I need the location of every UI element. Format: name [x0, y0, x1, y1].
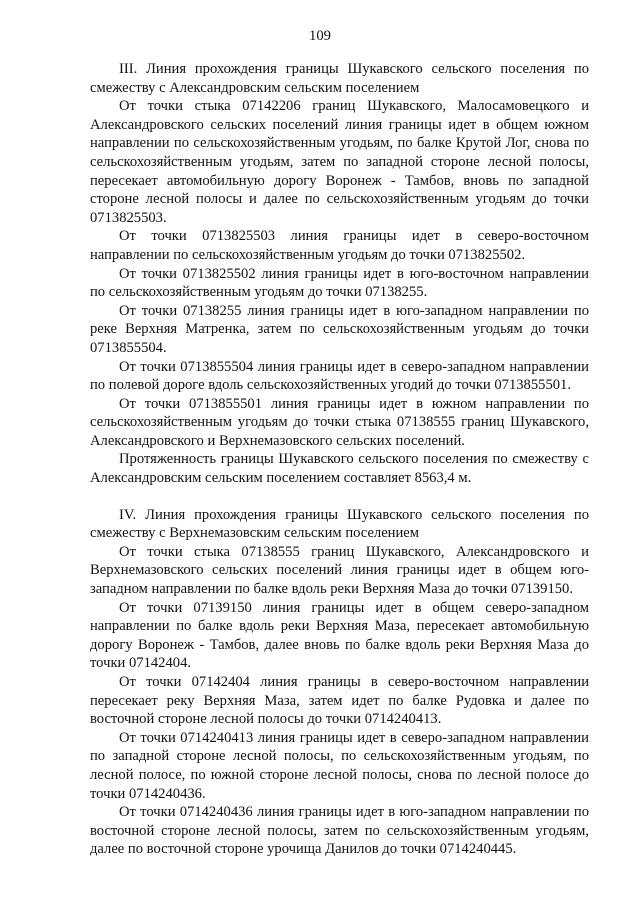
- section-iv: [90, 506, 589, 859]
- section-heading: III. Линия прохождения границы Шукавского сельского поселения по смежеству с Александровским сельским поселением: [90, 61, 589, 96]
- paragraph: От точки стыка 07138555 границ Шукавского, Александровского и Верхнемазовского сельских поселений линия границы идет в общем юго-западном направлении по балке вдоль реки Верхняя Маза до точки 07139150.: [90, 543, 589, 598]
- paragraph: От точки 0713855504 линия границы идет в северо-западном направлении по полевой дороге вдоль сельскохозяйственных угодий до точки 0713855501.: [90, 358, 589, 394]
- section-heading: IV. Линия прохождения границы Шукавского сельского поселения по смежеству с Верхнемазовским сельским поселением: [90, 506, 589, 542]
- paragraph: От точки 07138255 линия границы идет в юго-западном направлении по реке Верхняя Матренка, затем по сельскохозяйственным угодьям до точки 0713855504.: [90, 302, 589, 356]
- paragraph: От точки 0713825502 линия границы идет в юго-восточном направлении по сельскохозяйственным угодьям до точки 07138255.: [90, 265, 589, 301]
- paragraph: От точки 07142404 линия границы в северо-восточном направлении пересекает реку Верхняя Маза, затем идет по балке Рудовка и далее по восточной стороне лесной полосы до точки 0714240413.: [90, 674, 589, 728]
- page-content: [90, 60, 589, 859]
- paragraph: Протяженность границы Шукавского сельского поселения по смежеству с Александровским сельским поселением составляет 8563,4 м.: [90, 451, 589, 487]
- paragraph: От точки 0714240413 линия границы идет в северо-западном направлении по западной стороне лесной полосы, по сельскохозяйственным угодьям, по лесной полосе, по южной стороне лесной полосы, снова по лесной полосе до точки 0714240436.: [90, 729, 589, 802]
- page-number: 109: [309, 28, 331, 44]
- paragraph: От точки 0714240436 линия границы идет в юго-западном направлении по восточной стороне лесной полосы, затем по сельскохозяйственным угодьям, далее по восточной стороне урочища Данилов до точки 0714240445.: [90, 804, 589, 858]
- section-iii: [90, 60, 589, 488]
- paragraph: От точки стыка 07142206 границ Шукавского, Малосамовецкого и Александровского сельских поселений линия границы идет в общем южном направлении по сельскохозяйственным угодьям, по балке Крутой Лог, снова по сельскохозяйственным угодьям, затем по западной стороне лесной полосы, пересекает автомобильную дорогу Воронеж - Тамбов, вновь по западной стороне лесной полосы и далее по сельскохозяйственным угодьям до точки 0713825503.: [90, 98, 589, 226]
- paragraph: От точки 07139150 линия границы идет в общем северо-западном направлении по балке вдоль реки Верхняя Маза, пересекает автомобильную дорогу Воронеж - Тамбов, далее вновь по балке вдоль реки Верхняя Маза до точки 07142404.: [90, 599, 589, 672]
- paragraph: От точки 0713855501 линия границы идет в южном направлении по сельскохозяйственным угодьям до точки стыка 07138555 границ Шукавского, Александровского и Верхнемазовского сельских поселений.: [90, 395, 589, 449]
- paragraph: От точки 0713825503 линия границы идет в северо-восточном направлении по сельскохозяйственным угодьям до точки 0713825502.: [90, 228, 589, 263]
